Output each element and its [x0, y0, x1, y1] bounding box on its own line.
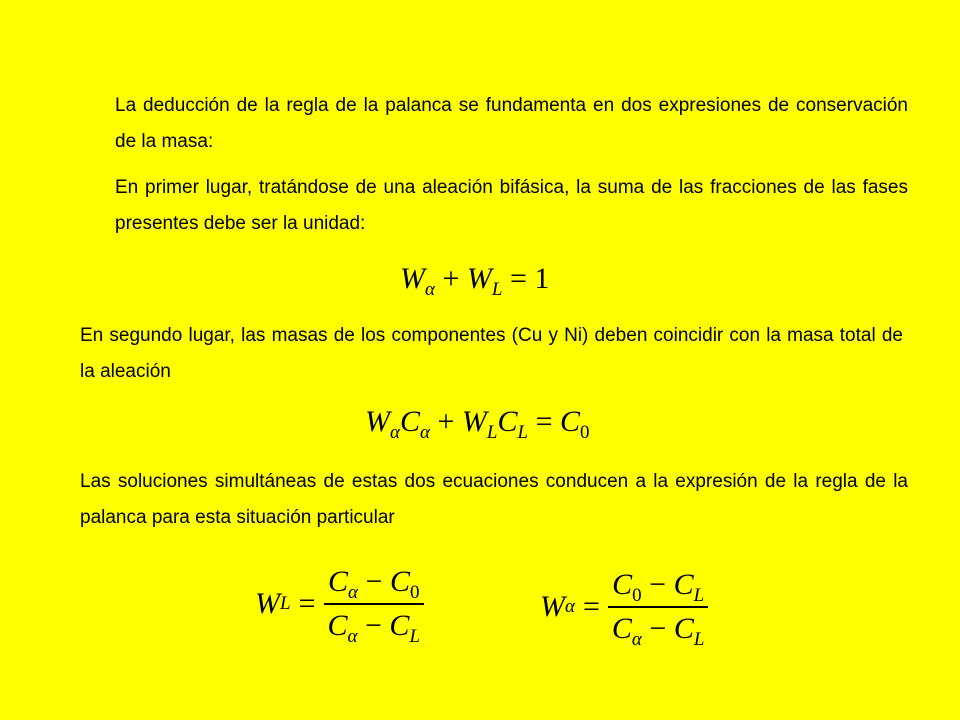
solution-paragraph: Las soluciones simultáneas de estas dos ecuaciones conducen a la expresión de la regla de la palanca para esta situación particular [80, 471, 908, 528]
wl-fraction: $\frac{C_\alpha - C_0}{C_\alpha - C_L}$ [324, 565, 425, 643]
intro-paragraph: La deducción de la regla de la palanca se fundamenta en dos expresiones de conservación de la masa: [115, 95, 908, 152]
first-condition-paragraph: En primer lugar, tratándose de una aleación bifásica, la suma de las fracciones de las fases presentes debe ser la unidad: [115, 177, 908, 234]
mass-balance-equation: $W_\alpha C_\alpha + W_LC_L = C_0$ [365, 405, 590, 443]
second-condition-paragraph: En segundo lugar, las masas de los componentes (Cu y Ni) deben coincidir con la masa total de la aleación [80, 325, 903, 382]
mass-fraction-equation: $W_\alpha + W_L = 1$ [400, 262, 550, 300]
lever-rule-walpha-equation: W α = $\frac{C_0 - C_L}{C_\alpha - C_L}$ [540, 568, 708, 646]
walpha-fraction: $\frac{C_0 - C_L}{C_\alpha - C_L}$ [608, 568, 709, 646]
lever-rule-wl-equation: W L = $\frac{C_\alpha - C_0}{C_\alpha - C_L}$ [255, 565, 424, 643]
